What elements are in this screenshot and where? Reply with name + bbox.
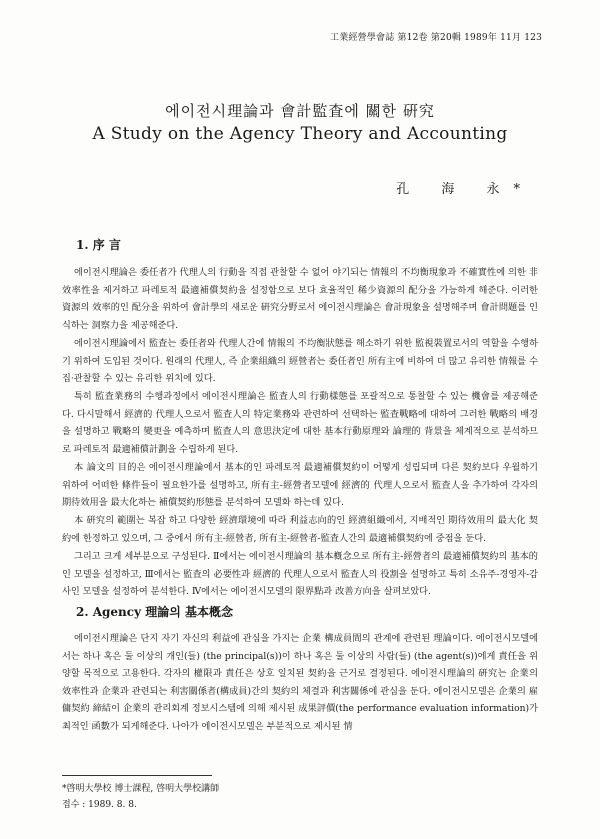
footnote-divider: [62, 775, 212, 776]
section-heading-introduction: 1. 序 言: [76, 238, 121, 252]
paragraph: 에이전시理論은 단지 자기 자신의 利益에 관심을 가지는 企業 構成員間의 관계에 관련된 理論이다. 에이전시모델에서는 하나 혹은 둘 이상의 개인(들) (the principal(s))이 하나 혹은 둘 이상의 사람(들) (the agent(s))에게 責任을 위양할 목적으로 고용한다. 각자의 權限과 責任은 상호 일치된 契約을 근거로 결정된다. 에이전시理論의 硏究는 企業의 效率性과 企業과 관련되는 利害關係者(構成員)간의 契約의 체결과 利害關係에 관심을 둔다. 에이전시모델은 企業의 雇傭契約 締結이 企業의 관리회계 정보시스템에 의해 제시된 成果評價(the performance evaluation information)가 최적인 函數가 되게해준다. 나아가 에이전시모델은 부분적으로 제시된 情: [62, 633, 538, 732]
section-heading-basic-concepts: 2. Agency 理論의 基本槪念: [76, 605, 233, 619]
paragraph: 에이전시理論에서 監査는 委任者와 代理人간에 情報의 不均衡狀態를 해소하기 위한 監視裝置로서의 역할을 수행하기 위하여 도입된 것이다. 원래의 代理人, 즉 企業組織의 經營者는 委任者인 所有主에 비하여 더 많고 유리한 情報를 수집·관찰할 수 있는 유리한 위치에 있다.: [62, 338, 538, 385]
paragraph: 에이전시理論은 委任者가 代理人의 行動을 직접 관찰할 수 없어 야기되는 情報의 不均衡現象과 不確實性에 의한 非效率性을 제거하고 파레토적 最適補償契約을 설정함으로 보다 효율적인 稀少資源의 配分을 가능하게 해준다. 이러한 資源의 效率的인 配分을 위하여 會計學의 새로운 硏究分野로서 에이전시理論은 會計現象을 설명해주며 會計問題를 인식하는 洞察力을 제공해준다.: [62, 267, 538, 331]
paragraph: 本 論文의 目的은 에이전시理論에서 基本的인 파레토적 最適補償契約이 어떻게 성립되며 다른 契約보다 우월하기 위하여 어떠한 條件들이 필요한가를 설명하고, 所有主-經營者모델에 經濟的 代理人으로서 監査人을 추가하여 각자의 期待效用을 最大化하는 補償契約形態를 분석하여 모델화 하는데 있다.: [62, 462, 538, 509]
english-title: A Study on the Agency Theory and Accounting: [92, 124, 508, 144]
footnote-received-date: 접수 : 1989. 8. 8.: [62, 800, 137, 810]
korean-title: 에이전시理論과 會計監査에 關한 硏究: [165, 102, 435, 120]
running-header: 工業經營學會誌 第12卷 第20輯 1989年 11月 123: [330, 33, 542, 43]
paragraph: 특히 監査業務의 수행과정에서 에이전시理論은 監査人의 行動樣態를 포괄적으로 통찰할 수 있는 機會를 제공해준다. 다시말해서 經濟的 代理人으로서 監査人의 特定業務와 관련하여 선택하는 監査戰略에 대하여 그러한 戰略의 배경을 설명하고 戰略의 變更을 예측하며 監査人의 意思決定에 대한 基本行動原理와 論理的 背景을 체계적으로 분석하므로 파레토적 最適補償計劃을 수립하게 된다.: [62, 391, 538, 455]
paragraph: 本 硏究의 範圍는 복잡 하고 다양한 經濟環境에 따라 利益志向的인 經濟組織에서, 지배적인 期待效用의 最大化 契約에 한정하고 있으며, 그 중에서 所有主-經營者, 所有主-經營者-監査人간의 最適補償契約에 중점을 둔다.: [62, 515, 538, 544]
footnote-affiliation: *啓明大學校 博士課程, 啓明大學校講師: [62, 784, 220, 794]
author-name: 孔 海 永*: [396, 182, 534, 197]
paragraph: 그리고 크게 세부분으로 구성된다. Ⅱ에서는 에이전시理論의 基本槪念으로 所有主-經營者의 最適補償契約의 基本的인 모델을 설정하고, Ⅲ에서는 監査의 必要性과 經濟的 代理人으로서 監査人의 役割을 설명하고 특히 소유주-경영자-감사인 모델을 설정하여 분석한다. Ⅳ에서는 에이전시모델의 限界點과 改善方向을 살펴보았다.: [62, 551, 538, 598]
